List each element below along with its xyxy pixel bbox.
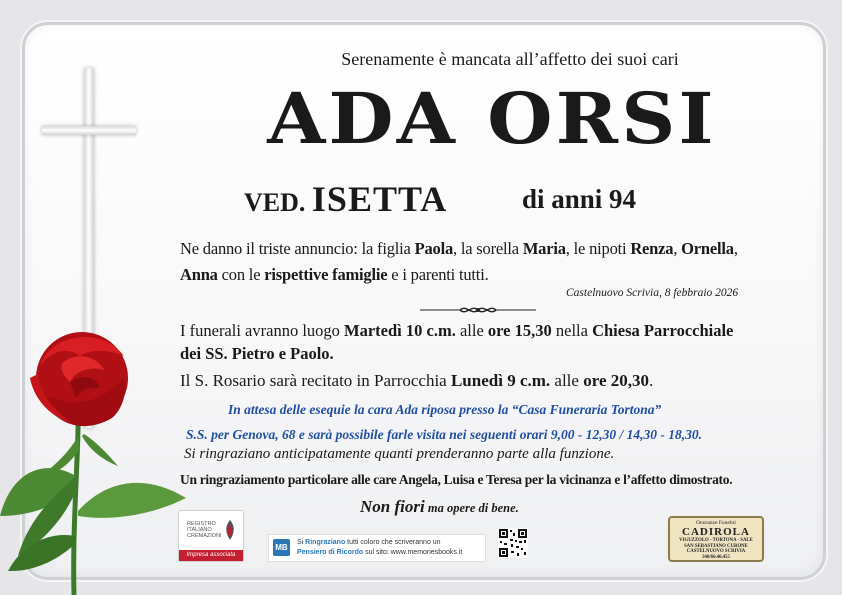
associate-band: Impresa associata — [179, 550, 243, 561]
no-flowers-text: Non fiori — [360, 497, 425, 516]
church-name-cont: dei SS. Pietro e Paolo. — [180, 344, 334, 363]
intro-line: Serenamente è mancata all’affetto dei suoi cari — [341, 49, 679, 69]
visiting-hours-line: S.S. per Genova, 68 e sarà possibile farle visita nei seguenti orari 9,00 - 12,30 / 14,30 - 18,30. — [186, 427, 702, 442]
cadirola-subtitle: Onoranze Funebri — [696, 520, 736, 526]
funeral-paragraph — [180, 319, 733, 365]
cross-arm — [42, 126, 136, 135]
red-rose-image — [0, 326, 190, 595]
rosary-day: Lunedì 9 c.m. — [450, 371, 551, 390]
text-run: I funerali avranno luogo — [180, 321, 345, 340]
text-run: nella — [551, 321, 593, 340]
widow-prefix: VED. — [244, 188, 306, 217]
funeral-day: Martedì 10 c.m. — [344, 321, 456, 340]
rosary-time: ore 20,30 — [583, 371, 649, 390]
registro-cremazioni-logo — [178, 510, 244, 562]
text-run: Il S. Rosario sarà recitato in Parrocchia — [180, 371, 451, 390]
registro-line: CREMAZIONI — [187, 533, 222, 539]
families-text: rispettive famiglie — [264, 265, 388, 284]
text-run: . — [649, 371, 654, 390]
thanks-line: Si ringraziano anticipatamente quanti prenderanno parte alla funzione. — [184, 446, 615, 462]
special-thanks-line: Un ringraziamento particolare alle care Angela, Luisa e Teresa per la vicinanza e l’affetto dimostrato. — [180, 472, 733, 487]
announcement-paragraph — [180, 236, 738, 288]
text-run: Ne danno il triste annuncio: la figlia — [180, 239, 415, 258]
ornament-divider — [420, 303, 536, 317]
qr-code — [498, 528, 528, 558]
registro-text — [187, 521, 222, 539]
cadirola-name: CADIROLA — [682, 526, 750, 538]
cadirola-locations: CASTELNUOVO SCRIVIA — [686, 549, 746, 554]
rosary-line — [180, 371, 653, 391]
charity-text: ma opere di bene. — [424, 501, 519, 515]
church-name: Chiesa Parrocchiale — [592, 321, 734, 340]
widow-name: ISETTA — [311, 179, 448, 219]
text-run: , — [673, 239, 682, 258]
deceased-name: ADA ORSI — [267, 77, 717, 160]
text-run: e i parenti tutti. — [387, 265, 489, 284]
widow-line — [244, 178, 447, 220]
text-run: Ringraziano — [305, 539, 346, 546]
registro-line: ITALIANO — [187, 527, 212, 533]
cadirola-locations: SAN SEBASTIANO CURONE — [684, 543, 748, 549]
text-run: alle — [550, 371, 584, 390]
text-run: , le nipoti — [565, 239, 631, 258]
relative-name: Ornella — [681, 239, 734, 258]
text-run: Si — [297, 539, 306, 546]
memories-book-logo: MB — [273, 539, 290, 556]
memories-text — [297, 538, 462, 558]
cadirola-locations: VIGUZZOLO - TORTONA - SALE — [679, 538, 753, 543]
memories-url: sul sito: www.memoriesbooks.it — [363, 549, 463, 556]
cadirola-phone: 340/66.40.455 — [702, 554, 730, 560]
place-date: Castelnuovo Scrivia, 8 febbraio 2026 — [566, 287, 739, 299]
cadirola-logo — [668, 516, 764, 562]
text-run: , la sorella — [453, 239, 523, 258]
text-run: Pensiero di Ricordo — [297, 549, 364, 556]
memories-book-banner — [268, 534, 486, 562]
flame-icon — [223, 519, 237, 541]
relative-name: Renza — [630, 239, 674, 258]
text-run: alle — [455, 321, 488, 340]
text-run: con le — [217, 265, 265, 284]
age-line: di anni 94 — [522, 184, 637, 214]
text-run: tutti coloro che scriveranno un — [345, 539, 441, 546]
relative-name: Anna — [180, 265, 218, 284]
funeral-time: ore 15,30 — [487, 321, 552, 340]
funeral-home-line: In attesa delle esequie la cara Ada riposa presso la “Casa Funeraria Tortona” — [228, 402, 662, 417]
no-flowers-line — [360, 497, 519, 517]
registro-line: REGISTRO — [187, 521, 216, 527]
text-run: , — [733, 239, 738, 258]
relative-name: Paola — [414, 239, 454, 258]
relative-name: Maria — [522, 239, 566, 258]
